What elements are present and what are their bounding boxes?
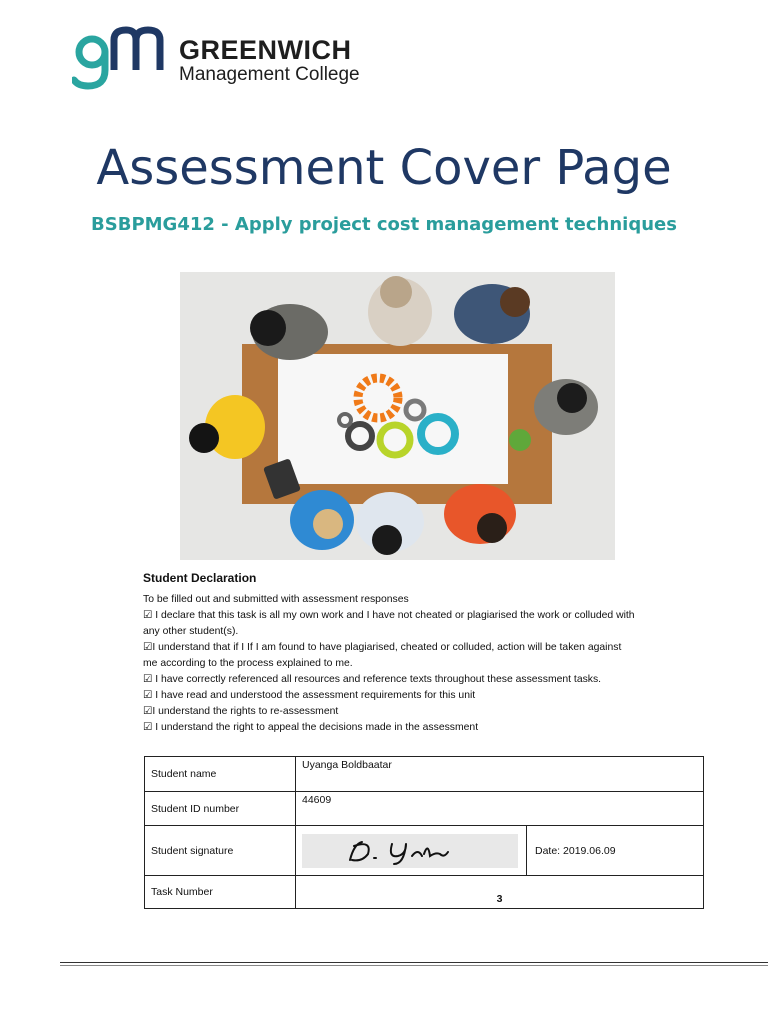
student-name-label: Student name xyxy=(145,757,296,792)
declaration-line: ☑ I declare that this task is all my own work and I have not cheated or plagiarised the work or colluded with xyxy=(143,610,635,621)
logo-name: GREENWICH xyxy=(179,35,352,65)
logo-subname: Management College xyxy=(179,64,360,85)
page-title: Assessment Cover Page xyxy=(96,140,672,196)
declaration-line: any other student(s). xyxy=(143,626,239,637)
college-logo xyxy=(72,26,362,90)
gm-logo-icon xyxy=(72,26,172,90)
signature-image xyxy=(302,834,518,868)
student-declaration xyxy=(143,570,683,736)
declaration-line: ☑ I have correctly referenced all resources and reference texts throughout these assessment tasks. xyxy=(143,674,602,685)
footer-divider xyxy=(60,965,768,966)
declaration-heading: Student Declaration xyxy=(143,571,257,585)
declaration-line: To be filled out and submitted with assessment responses xyxy=(143,594,409,605)
student-id-value: 44609 xyxy=(296,792,704,826)
footer-divider xyxy=(60,962,768,963)
declaration-line: me according to the process explained to me. xyxy=(143,658,353,669)
student-id-label: Student ID number xyxy=(145,792,296,826)
student-info-table xyxy=(144,756,704,909)
team-meeting-photo xyxy=(180,272,615,560)
declaration-line: ☑I understand the rights to re-assessment xyxy=(143,706,339,717)
declaration-line: ☑ I understand the right to appeal the decisions made in the assessment xyxy=(143,722,479,733)
task-number-value: 3 xyxy=(296,876,704,909)
declaration-line: ☑I understand that if I If I am found to have plagiarised, cheated or colluded, action will be taken against xyxy=(143,642,622,653)
declaration-line: ☑ I have read and understood the assessment requirements for this unit xyxy=(143,690,476,701)
date-text: Date: 2019.06.09 xyxy=(527,826,704,876)
signature-cell xyxy=(296,826,527,876)
signature-label: Student signature xyxy=(145,826,296,876)
student-name-value: Uyanga Boldbaatar xyxy=(296,757,704,792)
task-number-label: Task Number xyxy=(145,876,296,909)
page-subtitle: BSBPMG412 - Apply project cost management techniques xyxy=(91,214,677,235)
